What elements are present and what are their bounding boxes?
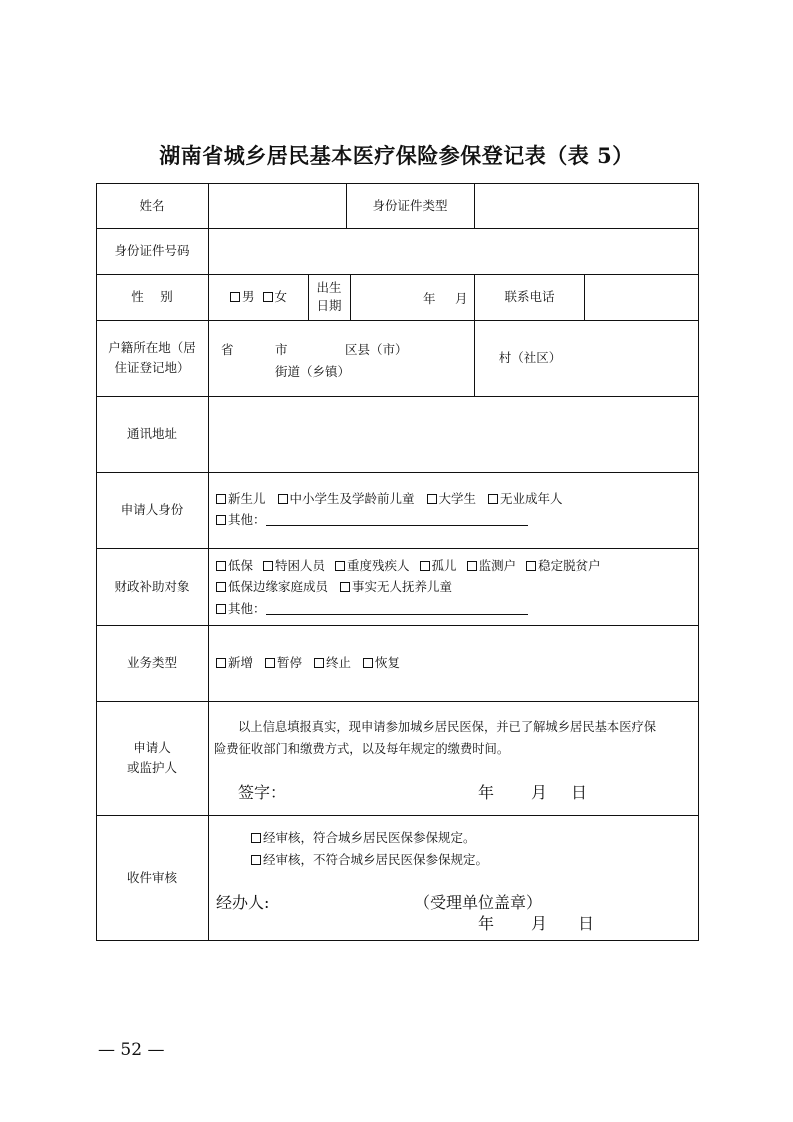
checkbox-icon [340,582,350,592]
handler-field[interactable] [261,885,401,907]
business-pause-option[interactable]: 暂停 [265,653,302,673]
review-reject-option[interactable]: 经审核，不符合城乡居民医保参保规定。 [251,849,488,871]
checkbox-icon [230,292,240,302]
subsidy-stable-option[interactable]: 稳定脱贫户 [526,555,601,576]
checkbox-icon [526,561,536,571]
business-resume-option[interactable]: 恢复 [363,653,400,673]
address-field[interactable] [209,396,699,472]
applicant-guardian-label: 申请人 或监护人 [126,740,177,775]
review-approve-option[interactable]: 经审核，符合城乡居民医保参保规定。 [251,827,488,849]
gender-label: 性 别 [131,289,173,304]
gender-male-option[interactable]: 男 [230,287,255,307]
subsidy-tekun-option[interactable]: 特困人员 [263,555,325,576]
checkbox-icon [363,658,373,668]
handler-label: 经办人: [216,893,270,912]
subsidy-dibao-option[interactable]: 低保 [216,555,253,576]
identity-college-option[interactable]: 大学生 [427,488,477,509]
village-label: 村（社区） [498,350,562,365]
gender-female-option[interactable]: 女 [263,287,288,307]
checkbox-icon [263,561,273,571]
subsidy-other-option[interactable]: 其他： [216,598,696,619]
checkbox-icon [427,494,437,504]
identity-unemployed-option[interactable]: 无业成年人 [488,488,563,509]
gender-options [209,274,308,320]
id-number-label: 身份证件号码 [114,243,190,258]
page-number: — 52 — [98,1040,165,1060]
declaration-text: 以上信息填报真实，现申请参加城乡居民医保，并已了解城乡居民基本医疗保 险费征收部门和缴费方式，以及每年规定的缴费时间。 [214,720,657,756]
checkbox-icon [216,582,226,592]
address-label: 通讯地址 [126,426,177,441]
phone-label: 联系电话 [504,289,555,304]
birth-date-field[interactable]: 年 月 [423,291,468,306]
checkbox-icon [216,658,226,668]
subsidy-other-input[interactable] [266,603,528,615]
name-label: 姓名 [139,197,165,213]
checkbox-icon [216,494,226,504]
birth-label: 出生 日期 [316,279,342,313]
checkbox-icon [314,658,324,668]
checkbox-icon [251,855,261,865]
id-type-label: 身份证件类型 [372,197,448,213]
checkbox-icon [265,658,275,668]
subsidy-disabled-option[interactable]: 重度残疾人 [335,555,410,576]
phone-field[interactable] [585,274,699,320]
identity-newborn-option[interactable]: 新生儿 [216,488,266,509]
subsidy-unsupported-child-option[interactable]: 事实无人抚养儿童 [340,576,452,597]
household-address-field[interactable]: 省 市 区县（市） 街道（乡镇） [221,342,408,379]
village-field[interactable] [585,320,699,396]
review-label: 收件审核 [126,870,177,885]
signature-label: 签字： [238,783,287,802]
id-type-field[interactable] [475,183,699,228]
checkbox-icon [420,561,430,571]
subsidy-label: 财政补助对象 [114,578,190,594]
subsidy-monitor-option[interactable]: 监测户 [467,555,517,576]
household-label: 户籍所在地（居 住证登记地） [108,340,196,375]
checkbox-icon [263,292,273,302]
name-field[interactable] [209,183,346,228]
subsidy-edge-family-option[interactable]: 低保边缘家庭成员 [216,576,328,597]
seal-label: （受理单位盖章） [414,893,543,912]
checkbox-icon [216,515,226,525]
checkbox-icon [216,604,226,614]
checkbox-icon [278,494,288,504]
business-terminate-option[interactable]: 终止 [314,653,351,673]
checkbox-icon [488,494,498,504]
subsidy-orphan-option[interactable]: 孤儿 [420,555,457,576]
checkbox-icon [335,561,345,571]
identity-options [216,488,696,531]
review-options [251,827,488,871]
identity-student-option[interactable]: 中小学生及学龄前儿童 [278,488,415,509]
signature-field[interactable] [281,775,451,797]
applicant-identity-label: 申请人身份 [120,502,184,517]
form-title: 湖南省城乡居民基本医疗保险参保登记表（表 5） [159,143,634,168]
identity-other-input[interactable] [266,514,528,526]
business-new-option[interactable]: 新增 [216,653,253,673]
checkbox-icon [251,833,261,843]
business-options [216,653,696,673]
registration-form: 姓名 身份证件类型 身份证件号码 性 别 男 女 出生 日期 年 月 联系电话 户籍所在地（居 住证登记地） 省 市 区县（市） 街道（乡镇） 村（社区） 通讯地址 申请人身份 新生儿 中小学生及学龄前儿童 大学生 无业成年人 其他： 财政补助对象 低保 特困人员 重度残疾人 孤儿 监测户 稳定脱贫户 低保边缘家庭成员 事实无人抚养儿童 其他： 业务类型 新增 暂停 终止 恢复 申请人 或监护人 以上信息填报真实，现申请参加城乡居民医保，并已了解城乡居民基本医疗保 险费征收部门和缴费方式，以及每年规定的缴费时间。 签字： 年 月 日 收件审核 经审核，符合城乡居民医保参保规定。 经审核，不符合城乡居民医保参保规定。 经办人: （受理单位盖章） 年 月 日 [96,183,699,941]
checkbox-icon [467,561,477,571]
subsidy-options [216,555,696,619]
identity-other-option[interactable]: 其他： [216,509,696,530]
id-number-field[interactable] [209,228,699,274]
checkbox-icon [216,561,226,571]
business-type-label: 业务类型 [126,655,177,670]
